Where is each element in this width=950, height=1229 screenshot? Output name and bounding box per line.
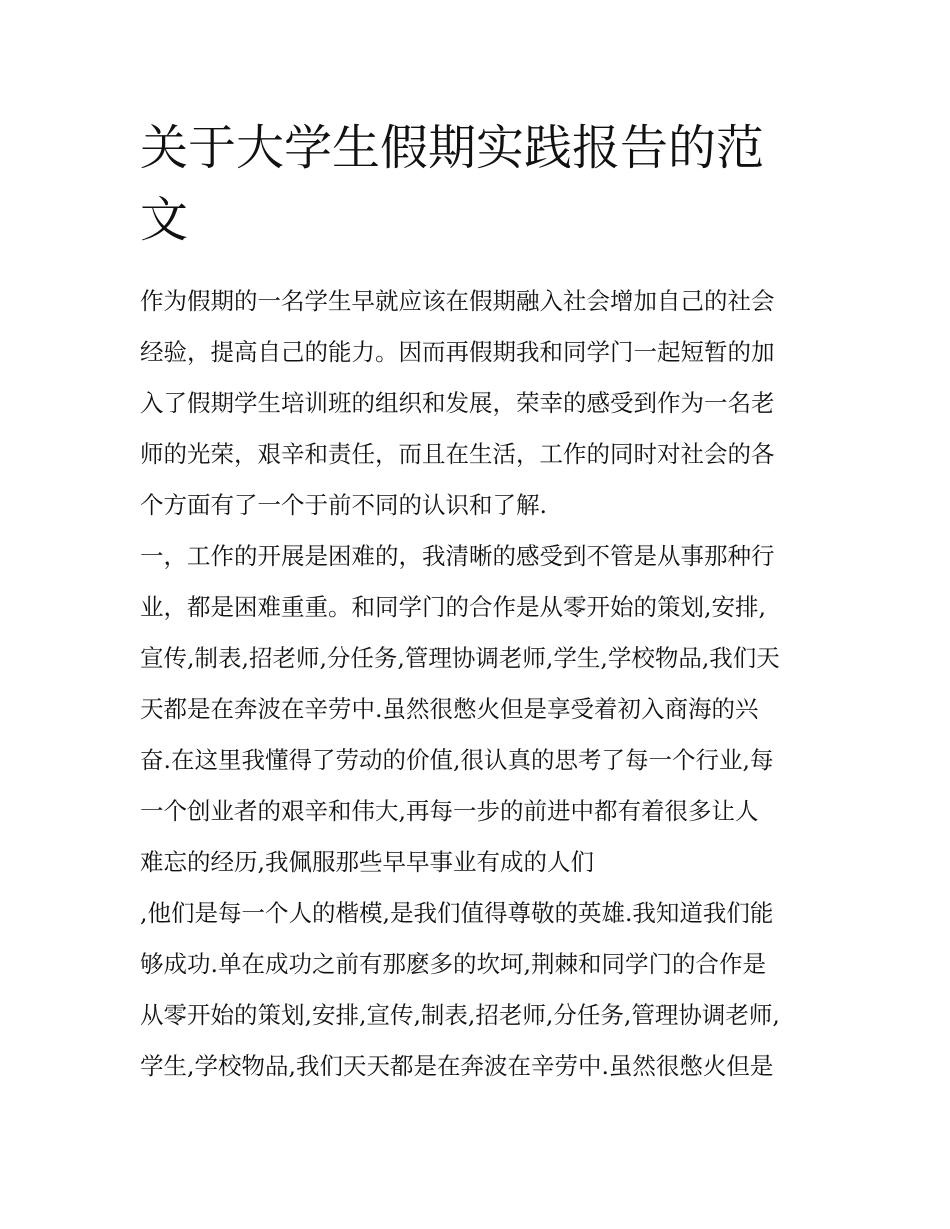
text-line: 难忘的经历,我佩服那些早早事业有成的人们 [140, 848, 594, 876]
text-line: 业，都是困难重重。和同学门的合作是从零开始的策划,安排, [140, 593, 766, 621]
text-line: 学生,学校物品,我们天天都是在奔波在辛劳中.虽然很憋火但是 [140, 1052, 774, 1080]
text-line: 个方面有了一个于前不同的认识和了解. [140, 491, 547, 519]
text-line: 奋.在这里我懂得了劳动的价值,很认真的思考了每一个行业,每 [140, 746, 774, 774]
text-line: 作为假期的一名学生早就应该在假期融入社会增加自己的社会 [140, 287, 775, 315]
text-line: 从零开始的策划,安排,宣传,制表,招老师,分任务,管理协调老师, [140, 1001, 780, 1029]
text-line: 师的光荣，艰辛和责任，而且在生活，工作的同时对社会的各 [140, 440, 775, 468]
text-line: 宣传,制表,招老师,分任务,管理协调老师,学生,学校物品,我们天 [140, 644, 780, 672]
text-line: ,他们是每一个人的楷模,是我们值得尊敬的英雄.我知道我们能 [140, 899, 774, 927]
text-line: 经验，提高自己的能力。因而再假期我和同学门一起短暂的加 [140, 338, 775, 366]
paragraph-two [140, 888, 820, 1092]
text-line: 一个创业者的艰辛和伟大,再每一步的前进中都有着很多让人 [140, 797, 759, 825]
document-body [140, 276, 820, 1092]
paragraph-intro [140, 276, 820, 531]
title-line: 文 [140, 192, 189, 248]
title-line: 关于大学生假期实践报告的范 [140, 120, 765, 176]
text-line: 够成功.单在成功之前有那麽多的坎坷,荆棘和同学门的合作是 [140, 950, 766, 978]
text-line: 一，工作的开展是困难的，我清晰的感受到不管是从事那种行 [140, 542, 775, 570]
text-line: 天都是在奔波在辛劳中.虽然很憋火但是享受着初入商海的兴 [140, 695, 759, 723]
document-title [140, 112, 820, 256]
paragraph-one [140, 531, 820, 888]
text-line: 入了假期学生培训班的组织和发展，荣幸的感受到作为一名老 [140, 389, 775, 417]
